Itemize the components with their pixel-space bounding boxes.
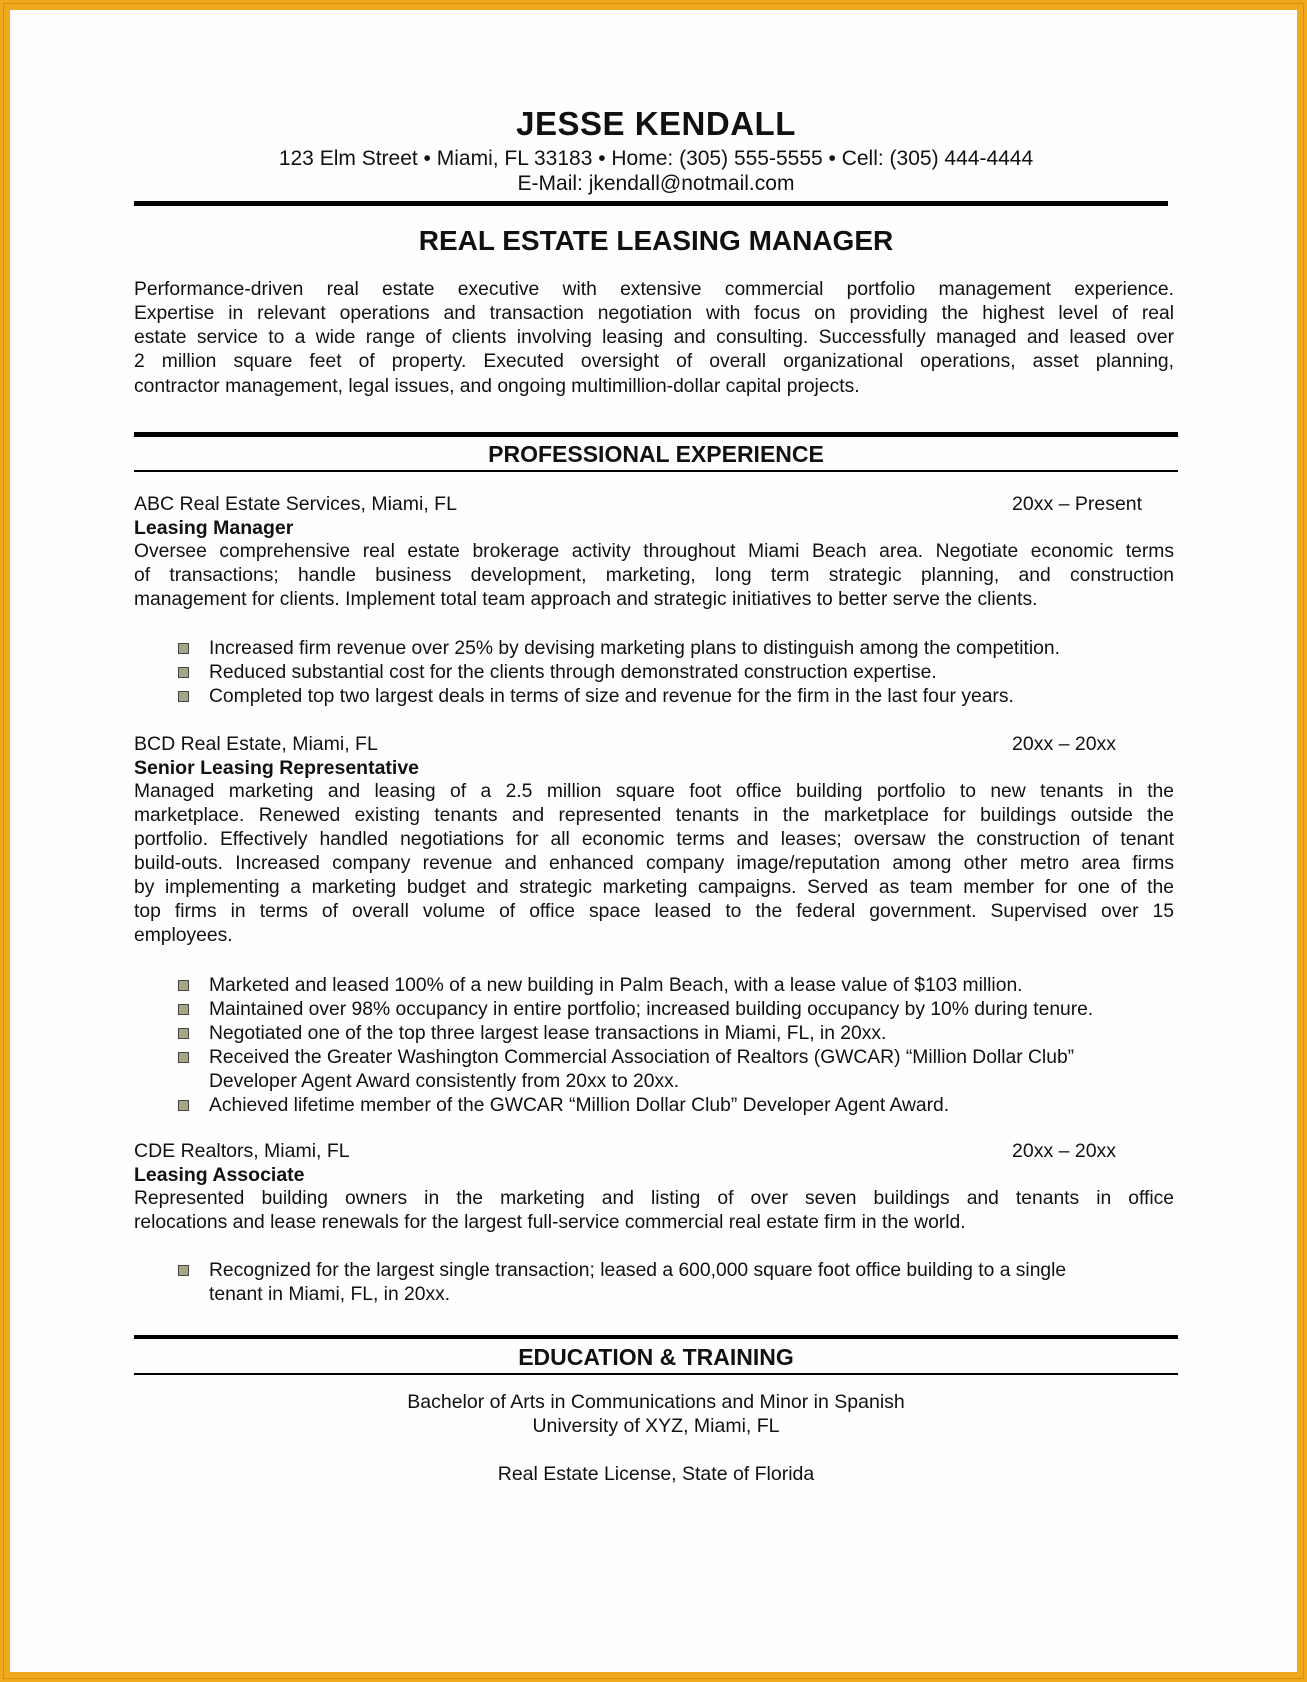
education-top-rule <box>134 1335 1178 1339</box>
summary-line: contractor management, legal issues, and ongoing multimillion-dollar capital projects. <box>134 376 860 397</box>
education-degree: Bachelor of Arts in Communications and Minor in Spanish <box>407 1391 905 1413</box>
bullet-square-icon <box>178 1052 189 1063</box>
education-school: University of XYZ, Miami, FL <box>532 1415 780 1437</box>
bullet-text-line: Increased firm revenue over 25% by devising marketing plans to distinguish among the competition. <box>209 638 1060 659</box>
bullet-text-line: Reduced substantial cost for the clients through demonstrated construction expertise. <box>209 662 937 683</box>
summary-line: 2 million square feet of property. Executed oversight of overall organizational operations, asset planning, <box>134 351 1174 372</box>
job-description-line: of transactions; handle business development, marketing, long term strategic planning, and construction <box>134 565 1174 586</box>
bullet-text-line: Developer Agent Award consistently from 20xx to 20xx. <box>209 1071 680 1092</box>
bullet-square-icon <box>178 1028 189 1039</box>
bullet-text-line: Marketed and leased 100% of a new building in Palm Beach, with a lease value of $103 million. <box>209 975 1023 996</box>
bullet-text <box>209 1022 1169 1046</box>
job-company: CDE Realtors, Miami, FL <box>134 1140 350 1162</box>
bullet-text <box>209 661 1169 685</box>
job-description-line: top firms in terms of overall volume of office space leased to the federal government. Supervised over 15 <box>134 901 1174 922</box>
job-description-line: by implementing a marketing budget and strategic marketing campaigns. Served as team member for one of the <box>134 877 1174 898</box>
bullet-square-icon <box>178 643 189 654</box>
bullet-square-icon <box>178 667 189 678</box>
bullet-text-line: Achieved lifetime member of the GWCAR “Million Dollar Club” Developer Agent Award. <box>209 1095 950 1116</box>
job-description-line: relocations and lease renewals for the largest full-service commercial real estate firm in the world. <box>134 1212 966 1233</box>
job-description-line: management for clients. Implement total team approach and strategic initiatives to better serve the clients. <box>134 589 1038 610</box>
job-company: BCD Real Estate, Miami, FL <box>134 733 378 755</box>
job-description-line: portfolio. Effectively handled negotiations for all economic terms and leases; oversaw the construction of tenant <box>134 829 1174 850</box>
experience-top-rule <box>134 432 1178 437</box>
contact-line: 123 Elm Street • Miami, FL 33183 • Home: (305) 555-5555 • Cell: (305) 444-4444 <box>278 147 1034 170</box>
job-description-line: Oversee comprehensive real estate brokerage activity throughout Miami Beach area. Negotiate economic terms <box>134 541 1174 562</box>
job-dates: 20xx – 20xx <box>1012 733 1117 755</box>
experience-section-title: PROFESSIONAL EXPERIENCE <box>488 441 824 467</box>
job-description-line: employees. <box>134 925 233 946</box>
job-dates: 20xx – Present <box>1012 493 1143 515</box>
bullet-square-icon <box>178 691 189 702</box>
bullet-text <box>209 974 1169 998</box>
job-title: Leasing Manager <box>134 517 294 539</box>
job-description-line: Represented building owners in the marketing and listing of over seven buildings and tenants in office <box>134 1188 1174 1209</box>
bullet-text <box>209 685 1169 709</box>
bullet-text-line: Maintained over 98% occupancy in entire portfolio; increased building occupancy by 10% during tenure. <box>209 999 1094 1020</box>
bullet-square-icon <box>178 980 189 991</box>
bullet-square-icon <box>178 1004 189 1015</box>
bullet-text <box>209 1046 1169 1094</box>
experience-bottom-rule <box>134 470 1178 472</box>
bullet-text <box>209 637 1169 661</box>
bullet-text <box>209 998 1169 1022</box>
bullet-square-icon <box>178 1100 189 1111</box>
bullet-text-line: tenant in Miami, FL, in 20xx. <box>209 1284 451 1305</box>
candidate-name: JESSE KENDALL <box>516 105 796 142</box>
summary-line: estate service to a wide range of clients involving leasing and consulting. Successfully managed and leased over <box>134 327 1174 348</box>
job-description-line: marketplace. Renewed existing tenants and represented tenants in the marketplace for buildings outside the <box>134 805 1174 826</box>
job-description-line: Managed marketing and leasing of a 2.5 million square foot office building portfolio to new tenants in the <box>134 781 1174 802</box>
job-dates: 20xx – 20xx <box>1012 1140 1117 1162</box>
email-line: E-Mail: jkendall@notmail.com <box>517 172 795 195</box>
bullet-text <box>209 1259 1169 1307</box>
education-bottom-rule <box>134 1373 1178 1375</box>
job-title: Leasing Associate <box>134 1164 305 1186</box>
bullet-text-line: Negotiated one of the top three largest lease transactions in Miami, FL, in 20xx. <box>209 1023 887 1044</box>
bullet-text <box>209 1094 1169 1118</box>
bullet-text-line: Completed top two largest deals in terms of size and revenue for the firm in the last four years. <box>209 686 1014 707</box>
summary-line: Expertise in relevant operations and transaction negotiation with focus on providing the highest level of real <box>134 303 1174 324</box>
bullet-text-line: Recognized for the largest single transaction; leased a 600,000 square foot office building to a single <box>209 1260 1067 1281</box>
education-section-title: EDUCATION & TRAINING <box>518 1344 794 1370</box>
header-divider <box>134 201 1168 206</box>
resume-headline: REAL ESTATE LEASING MANAGER <box>418 225 894 256</box>
bullet-square-icon <box>178 1265 189 1276</box>
job-description-line: build-outs. Increased company revenue and enhanced company image/reputation among other metro area firms <box>134 853 1174 874</box>
job-title: Senior Leasing Representative <box>134 757 420 779</box>
job-company: ABC Real Estate Services, Miami, FL <box>134 493 457 515</box>
education-license: Real Estate License, State of Florida <box>497 1463 815 1485</box>
summary-line: Performance-driven real estate executive with extensive commercial portfolio management experience. <box>134 279 1174 300</box>
bullet-text-line: Received the Greater Washington Commercial Association of Realtors (GWCAR) “Million Dollar Club” <box>209 1047 1075 1068</box>
